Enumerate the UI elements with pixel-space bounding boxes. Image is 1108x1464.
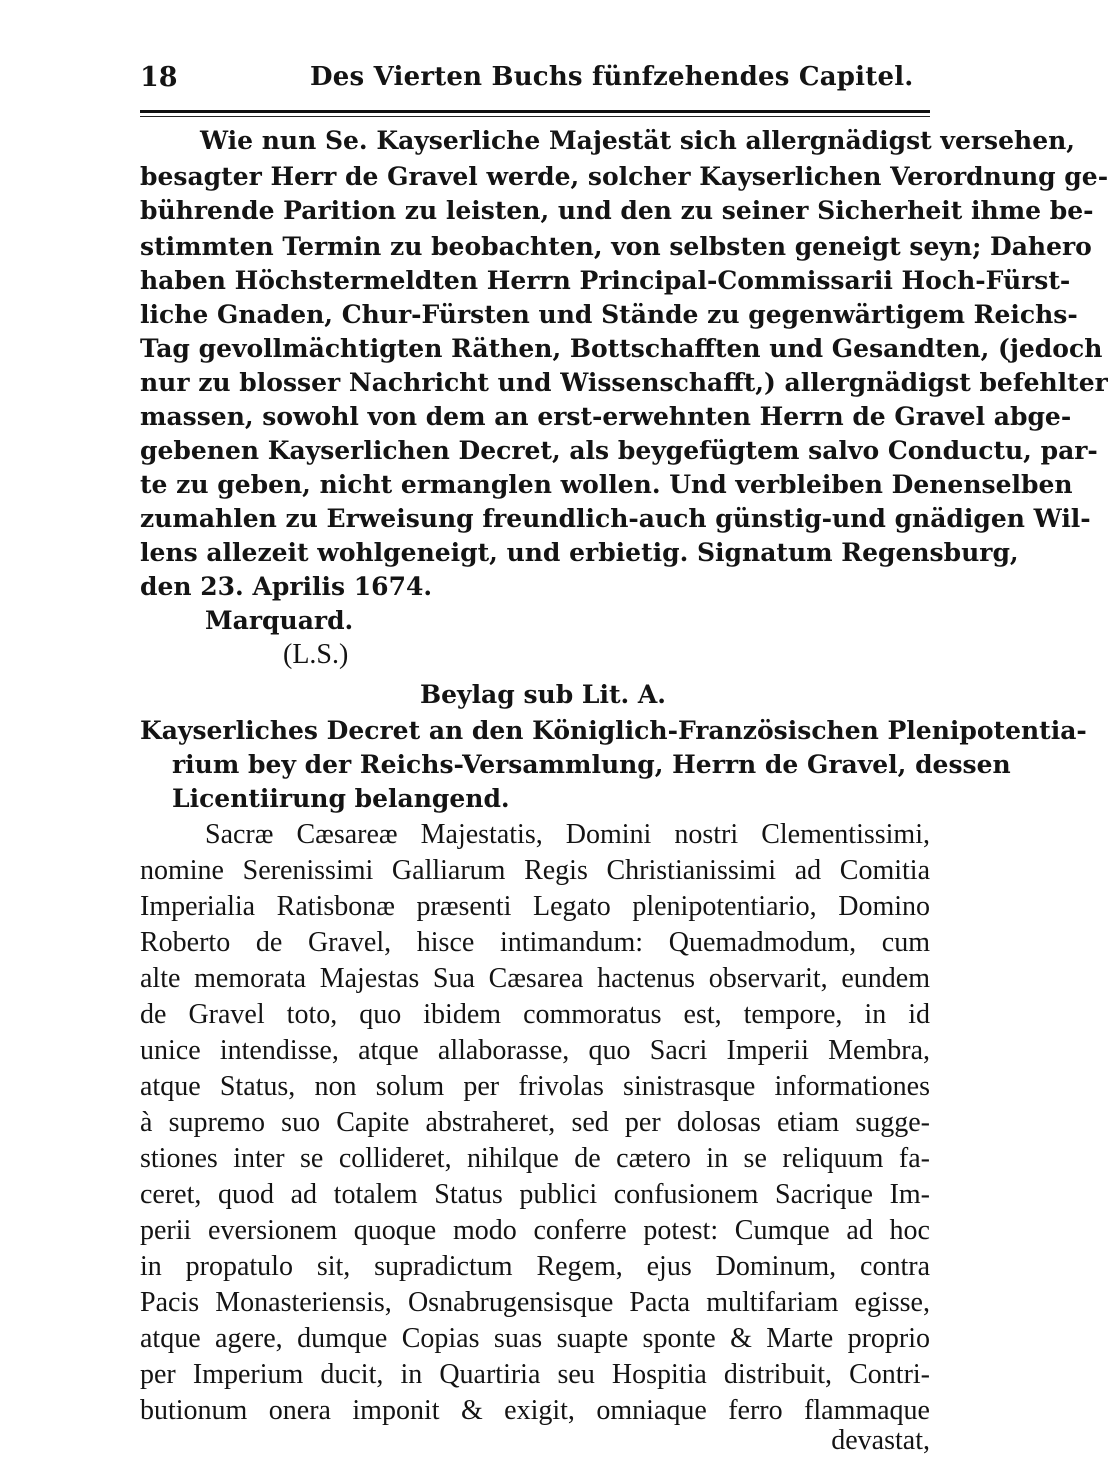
catchword: devastat, [831,1425,930,1456]
decree-line: perii eversionem quoque modo conferre potest: Cumque ad hoc [140,1215,930,1246]
decree-line: de Gravel toto, quo ibidem commoratus est, tempore, in id [140,999,930,1030]
header-rule-thick [140,110,930,113]
enclosure-title-line: Licentiirung belangend. [172,784,510,813]
letter-line: bührende Parition zu leisten, und den zu seiner Sicherheit ihme be- [140,196,1094,225]
decree-line: Imperialia Ratisbonæ præsenti Legato plenipotentiario, Domino [140,891,930,922]
decree-line: nomine Serenissimi Galliarum Regis Christianissimi ad Comitia [140,855,930,886]
letter-line: besagter Herr de Gravel werde, solcher Kayserlichen Verordnung ge- [140,162,1108,191]
letter-line: zumahlen zu Erweisung freundlich-auch günstig-und gnädigen Wil- [140,504,1091,533]
letter-line: Wie nun Se. Kayserliche Majestät sich allergnädigst versehen, [200,126,1075,155]
letter-line: haben Höchstermeldten Herrn Principal-Commissarii Hoch-Fürst- [140,266,1071,295]
letter-line: den 23. Aprilis 1674. [140,572,433,601]
letter-line: stimmten Termin zu beobachten, von selbsten geneigt seyn; Dahero [140,232,1092,261]
decree-line: stiones inter se collideret, nihilque de cætero in se reliquum fa- [140,1143,930,1174]
running-head: Des Vierten Buchs fünfzehendes Capitel. [310,62,914,92]
enclosure-heading: Beylag sub Lit. A. [420,680,667,709]
decree-line: à supremo suo Capite abstraheret, sed per dolosas etiam sugge- [140,1107,930,1138]
letter-line: massen, sowohl von dem an erst-erwehnten Herrn de Gravel abge- [140,402,1072,431]
signature: Marquard. [205,606,354,635]
decree-line: Pacis Monasteriensis, Osnabrugensisque Pacta multifariam egisse, [140,1287,930,1318]
decree-line: butionum onera imponit & exigit, omniaque ferro flammaque [140,1395,930,1426]
decree-line: atque agere, dumque Copias suas suapte sponte & Marte proprio [140,1323,930,1354]
letter-line: liche Gnaden, Chur-Fürsten und Stände zu gegenwärtigem Reichs- [140,300,1078,329]
letter-line: lens allezeit wohlgeneigt, und erbietig. Signatum Regensburg, [140,538,1019,567]
enclosure-title-line: rium bey der Reichs-Versammlung, Herrn de Gravel, dessen [172,750,1011,779]
decree-line: Roberto de Gravel, hisce intimandum: Quemadmodum, cum [140,927,930,958]
letter-line: Tag gevollmächtigten Räthen, Bottschafften und Gesandten, (jedoch [140,334,1103,363]
decree-line: per Imperium ducit, in Quartiria seu Hospitia distribuit, Contri- [140,1359,930,1390]
decree-line: ceret, quod ad totalem Status publici confusionem Sacrique Im- [140,1179,930,1210]
page-header [140,62,930,102]
header-rule-thin [140,116,930,117]
decree-line: alte memorata Majestas Sua Cæsarea hactenus observarit, eundem [140,963,930,994]
seal-mark: (L.S.) [283,639,349,670]
letter-line: nur zu blosser Nachricht und Wissenschafft,) allergnädigst befehlter [140,368,1108,397]
decree-line: in propatulo sit, supradictum Regem, ejus Dominum, contra [140,1251,930,1282]
decree-line: atque Status, non solum per frivolas sinistrasque informationes [140,1071,930,1102]
decree-line: unice intendisse, atque allaborasse, quo Sacri Imperii Membra, [140,1035,930,1066]
decree-line: Sacræ Cæsareæ Majestatis, Domini nostri Clementissimi, [205,819,930,850]
letter-line: te zu geben, nicht ermanglen wollen. Und verbleiben Denenselben [140,470,1073,499]
enclosure-title-line: Kayserliches Decret an den Königlich-Französischen Plenipotentia- [140,716,1087,745]
page-number: 18 [140,62,178,93]
letter-line: gebenen Kayserlichen Decret, als beygefügtem salvo Conductu, par- [140,436,1098,465]
